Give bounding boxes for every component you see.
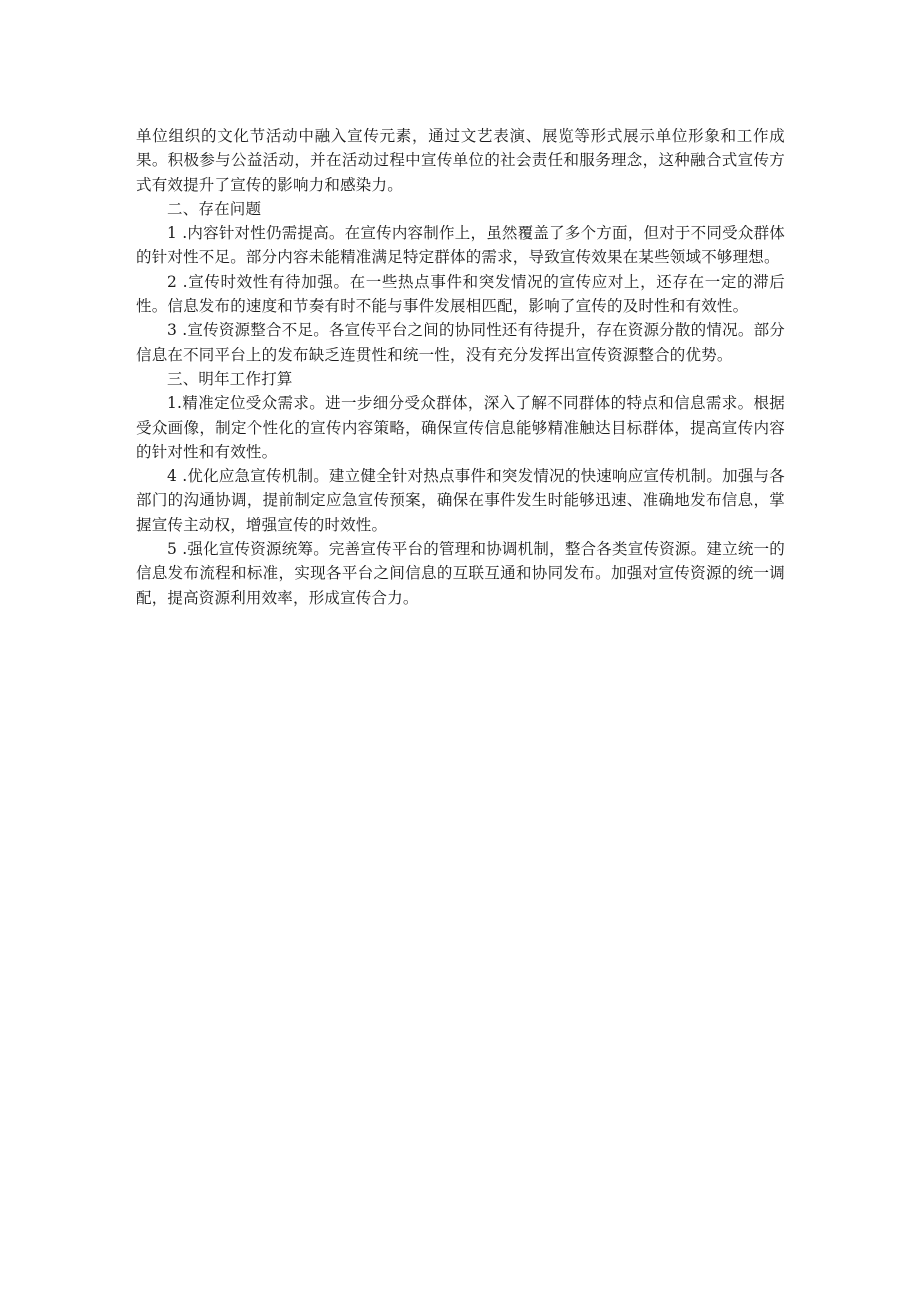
plan-item-2: 4 .优化应急宣传机制。建立健全针对热点事件和突发情况的快速响应宣传机制。加强与各部门的沟通协调，提前制定应急宣传预案，确保在事件发生时能够迅速、准确地发布信息，掌握宣传主动权，增强宣传的时效性。 [136,467,785,534]
plan-item-3: 5 .强化宣传资源统筹。完善宣传平台的管理和协调机制，整合各类宣传资源。建立统一的信息发布流程和标准，实现各平台之间信息的互联互通和协同发布。加强对宣传资源的统一调配，提高资源利用效率，形成宣传合力。 [136,540,785,607]
intro-paragraph: 单位组织的文化节活动中融入宣传元素，通过文艺表演、展览等形式展示单位形象和工作成果。积极参与公益活动，并在活动过程中宣传单位的社会责任和服务理念，这种融合式宣传方式有效提升了宣传的影响力和感染力。 [136,127,785,194]
section-heading-plans: 三、明年工作打算 [167,369,293,388]
problem-item-3: 3 .宣传资源整合不足。各宣传平台之间的协同性还有待提升，存在资源分散的情况。部分信息在不同平台上的发布缺乏连贯性和统一性，没有充分发挥出宣传资源整合的优势。 [136,321,785,364]
problem-item-1: 1 .内容针对性仍需提高。在宣传内容制作上，虽然覆盖了多个方面，但对于不同受众群体的针对性不足。部分内容未能精准满足特定群体的需求，导致宣传效果在某些领域不够理想。 [136,224,785,267]
plan-item-1: 1.精准定位受众需求。进一步细分受众群体，深入了解不同群体的特点和信息需求。根据受众画像，制定个性化的宣传内容策略，确保宣传信息能够精准触达目标群体，提高宣传内容的针对性和有效性。 [136,394,785,461]
document-page [136,124,785,610]
section-heading-problems: 二、存在问题 [167,199,262,218]
problem-item-2: 2 .宣传时效性有待加强。在一些热点事件和突发情况的宣传应对上，还存在一定的滞后性。信息发布的速度和节奏有时不能与事件发展相匹配，影响了宣传的及时性和有效性。 [136,272,785,316]
